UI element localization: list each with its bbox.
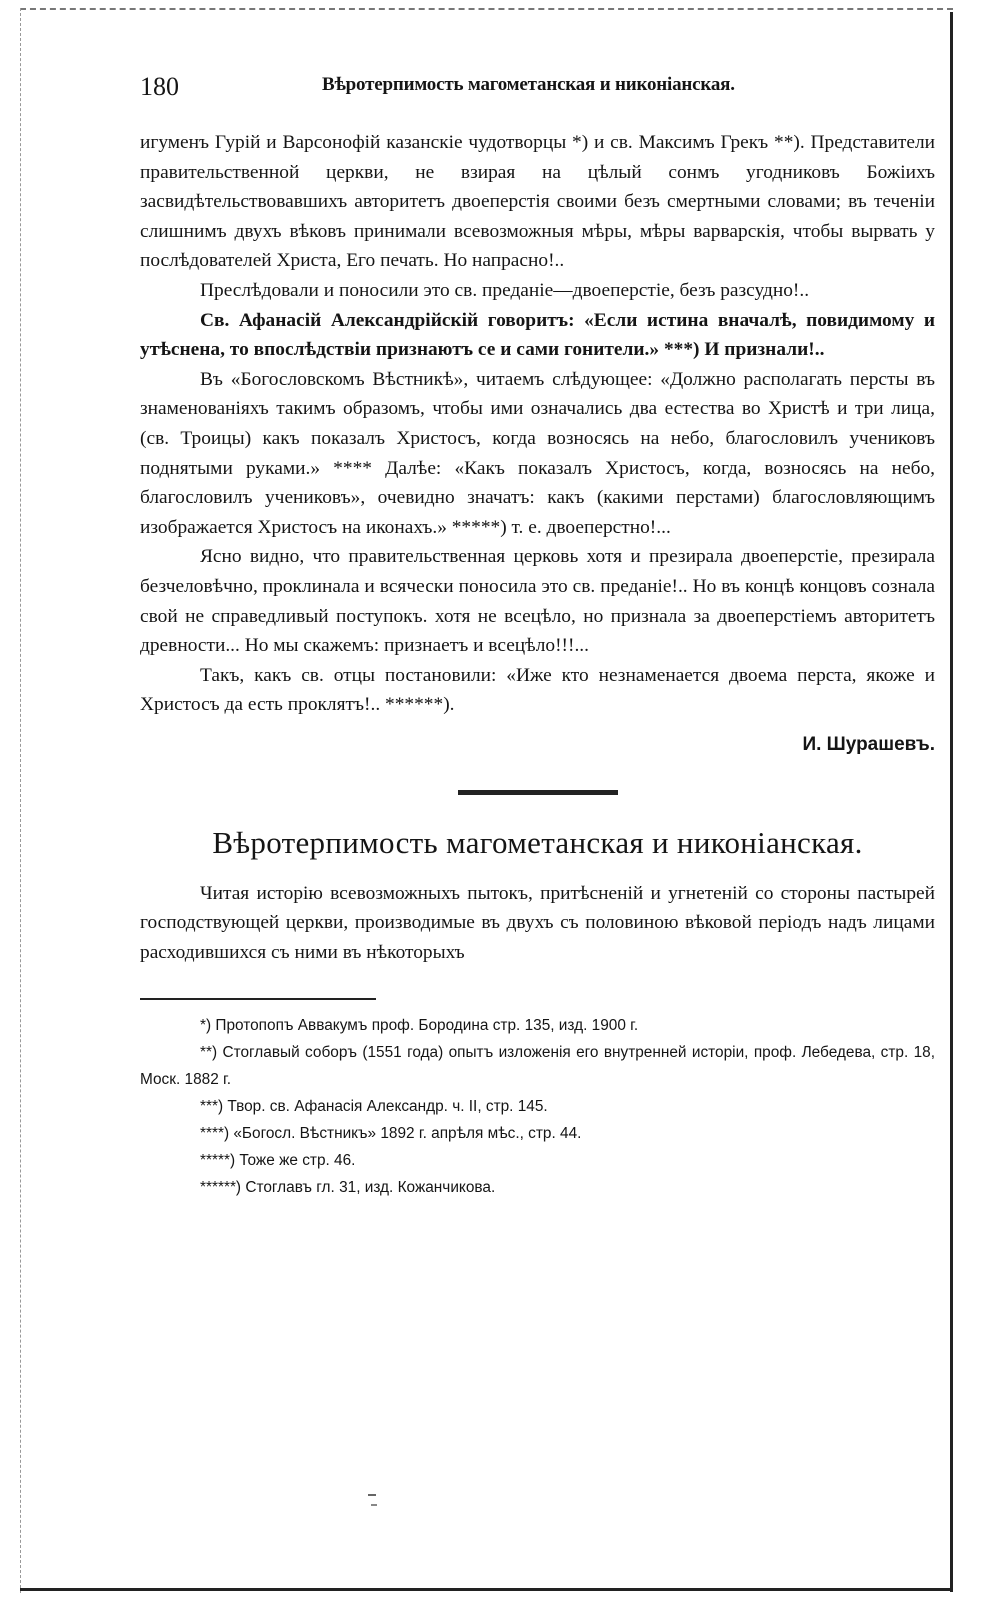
footnote-5: *****) Тоже же стр. 46. bbox=[200, 1151, 356, 1169]
footnote-1: *) Протопопъ Аввакумъ проф. Бородина стр. 135, изд. 1900 г. bbox=[200, 1016, 639, 1034]
page-edge-left bbox=[20, 8, 21, 1593]
article-text bbox=[140, 879, 935, 968]
footnote-3: ***) Твор. св. Афанасія Александр. ч. II, стр. 145. bbox=[200, 1097, 548, 1115]
scan-mark bbox=[371, 1504, 377, 1506]
footnote-4: ****) «Богосл. Вѣстникъ» 1892 г. апрѣля мѣс., стр. 44. bbox=[200, 1124, 582, 1142]
paragraph-5: Ясно видно, что правительственная церковь хотя и презирала двоеперстіе, презирала безчеловѣчно, проклинала и всячески поносила это св. преданіе!.. Но въ концѣ концовъ сознала свой не справедливый поступокъ. хотя не всецѣло, но признала за двоеперстіемъ авторитетъ древности... Но мы скажемъ: признаетъ и всецѣло!!!... bbox=[140, 546, 935, 657]
paragraph-6: Такъ, какъ св. отцы постановили: «Иже кто незнаменается двоема перста, якоже и Христосъ да есть проклятъ!.. ******). bbox=[140, 664, 935, 716]
scan-mark bbox=[368, 1494, 376, 1496]
footnotes bbox=[140, 1012, 935, 1201]
page-border-bottom bbox=[20, 1588, 953, 1591]
footnote-6: ******) Стоглавъ гл. 31, изд. Кожанчикова. bbox=[200, 1178, 496, 1196]
paragraph-2: Преслѣдовали и поносили это св. преданіе—двоеперстіе, безъ разсудно!.. bbox=[200, 279, 810, 301]
footnote-2: **) Стоглавый соборъ (1551 года) опытъ изложенія его внутренней исторіи, проф. Лебедева, стр. 18, Моск. 1882 г. bbox=[140, 1043, 935, 1088]
running-title: Вѣротерпимость магометанская и никоніанская. bbox=[322, 74, 735, 95]
main-text bbox=[140, 128, 935, 720]
page-edge-top bbox=[20, 8, 953, 10]
paragraph-1: игуменъ Гурій и Варсонофій казанскіе чудотворцы *) и св. Максимъ Грекъ **). Представители правительственной церкви, не взирая на цѣлый сонмъ угодниковъ Божіихъ засвидѣтельствовавшихъ авторитетъ двоеперстія своими безъ смертными словами; въ теченіи слишнимъ двухъ вѣковъ принимали всевозможныя мѣры, мѣры варварскія, чтобы вырвать у послѣдователей Христа, Его печать. Но напрасно!.. bbox=[140, 132, 935, 272]
book-page bbox=[140, 60, 935, 1201]
page-number: 180 bbox=[140, 72, 179, 101]
article-paragraph-1: Читая исторію всевозможныхъ пытокъ, притѣсненій и угнетеній со стороны пастырей господствующей церкви, производимые въ двухъ съ половиною вѣковой періодъ надъ лицами расходившихся съ ними въ нѣкоторыхъ bbox=[140, 882, 935, 964]
article-title: Вѣротерпимость магометанская и никоніанская. bbox=[212, 824, 863, 860]
paragraph-3: Св. Афанасій Александрійскій говоритъ: «Если истина вначалѣ, повидимому и утѣснена, то впослѣдствіи признаютъ се и сами гонители.» ***) И признали!.. bbox=[140, 309, 935, 361]
author-signature: И. Шурашевъ. bbox=[802, 733, 935, 755]
page-header bbox=[140, 60, 935, 110]
footnote-divider bbox=[140, 998, 376, 1000]
section-divider bbox=[458, 790, 618, 795]
paragraph-4: Въ «Богословскомъ Вѣстникѣ», читаемъ слѣдующее: «Должно располагать персты въ знаменованіяхъ такимъ образомъ, чтобы ими означались два естества во Христѣ и три лица, (св. Троицы) какъ показалъ Христосъ, когда возносясь на небо, благословилъ учениковъ поднятыми руками.» **** Далѣе: «Какъ показалъ Христосъ, когда, возносясь на небо, благословилъ учениковъ», очевидно значатъ: какъ (какими перстами) благословляющимъ изображается Христосъ на иконахъ.» *****) т. е. двоеперстно!... bbox=[140, 368, 935, 538]
page-border-right bbox=[950, 12, 953, 1592]
